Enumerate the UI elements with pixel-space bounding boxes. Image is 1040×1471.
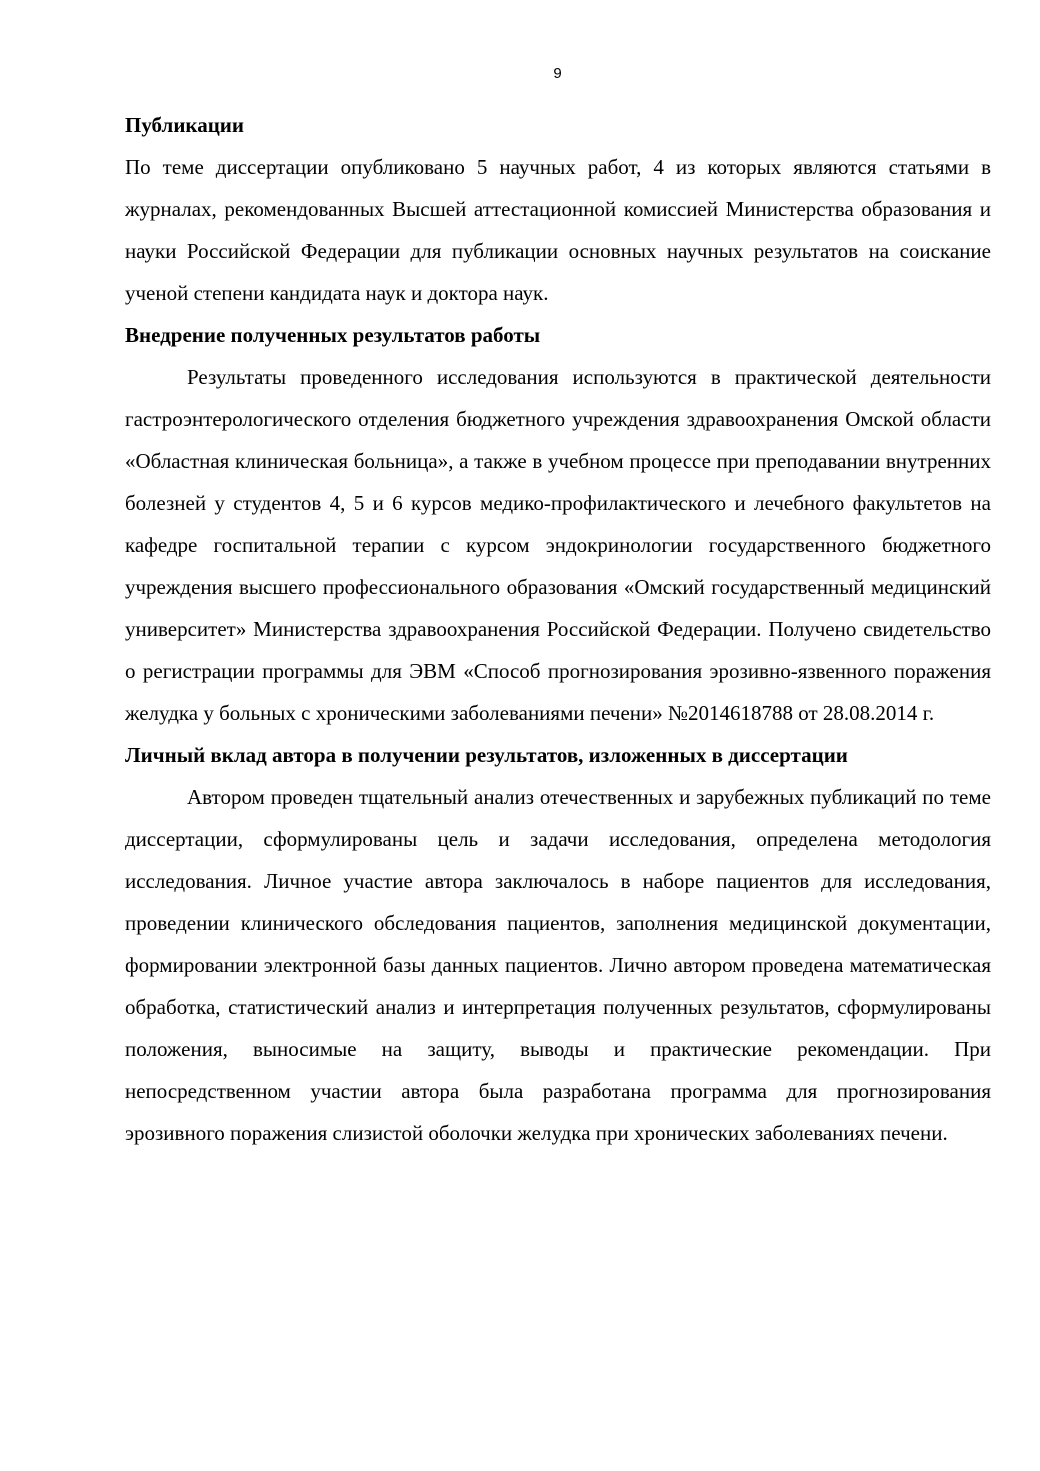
section-paragraph-author-contribution: Автором проведен тщательный анализ отечественных и зарубежных публикаций по теме диссертации, сформулированы цель и задачи исследования, определена методология исследования. Личное участие автора заключалось в наборе пациентов для исследования, проведении клинического обследования пациентов, заполнения медицинской документации, формировании электронной базы данных пациентов. Лично автором проведена математическая обработка, статистический анализ и интерпретация полученных результатов, сформулированы положения, выносимые на защиту, выводы и практические рекомендации. При непосредственном участии автора была разработана программа для прогнозирования эрозивного поражения слизистой оболочки желудка при хронических заболеваниях печени. xyxy=(125,785,991,1145)
page-content xyxy=(125,104,991,1154)
section-paragraph-publications: По теме диссертации опубликовано 5 научных работ, 4 из которых являются статьями в журналах, рекомендованных Высшей аттестационной комиссией Министерства образования и науки Российской Федерации для публикации основных научных результатов на соискание ученой степени кандидата наук и доктора наук. xyxy=(125,155,991,305)
section-heading-implementation: Внедрение полученных результатов работы xyxy=(125,323,541,347)
page-number: 9 xyxy=(553,65,562,82)
section-paragraph-implementation: Результаты проведенного исследования используются в практической деятельности гастроэнтерологического отделения бюджетного учреждения здравоохранения Омской области «Областная клиническая больница», а также в учебном процессе при преподавании внутренних болезней у студентов 4, 5 и 6 курсов медико-профилактического и лечебного факультетов на кафедре госпитальной терапии с курсом эндокринологии государственного бюджетного учреждения высшего профессионального образования «Омский государственный медицинский университет» Министерства здравоохранения Российской Федерации. Получено свидетельство о регистрации программы для ЭВМ «Способ прогнозирования эрозивно-язвенного поражения желудка у больных с хроническими заболеваниями печени» №2014618788 от 28.08.2014 г. xyxy=(125,365,991,725)
section-heading-author-contribution: Личный вклад автора в получении результатов, изложенных в диссертации xyxy=(125,743,848,767)
section-heading-publications: Публикации xyxy=(125,113,244,137)
